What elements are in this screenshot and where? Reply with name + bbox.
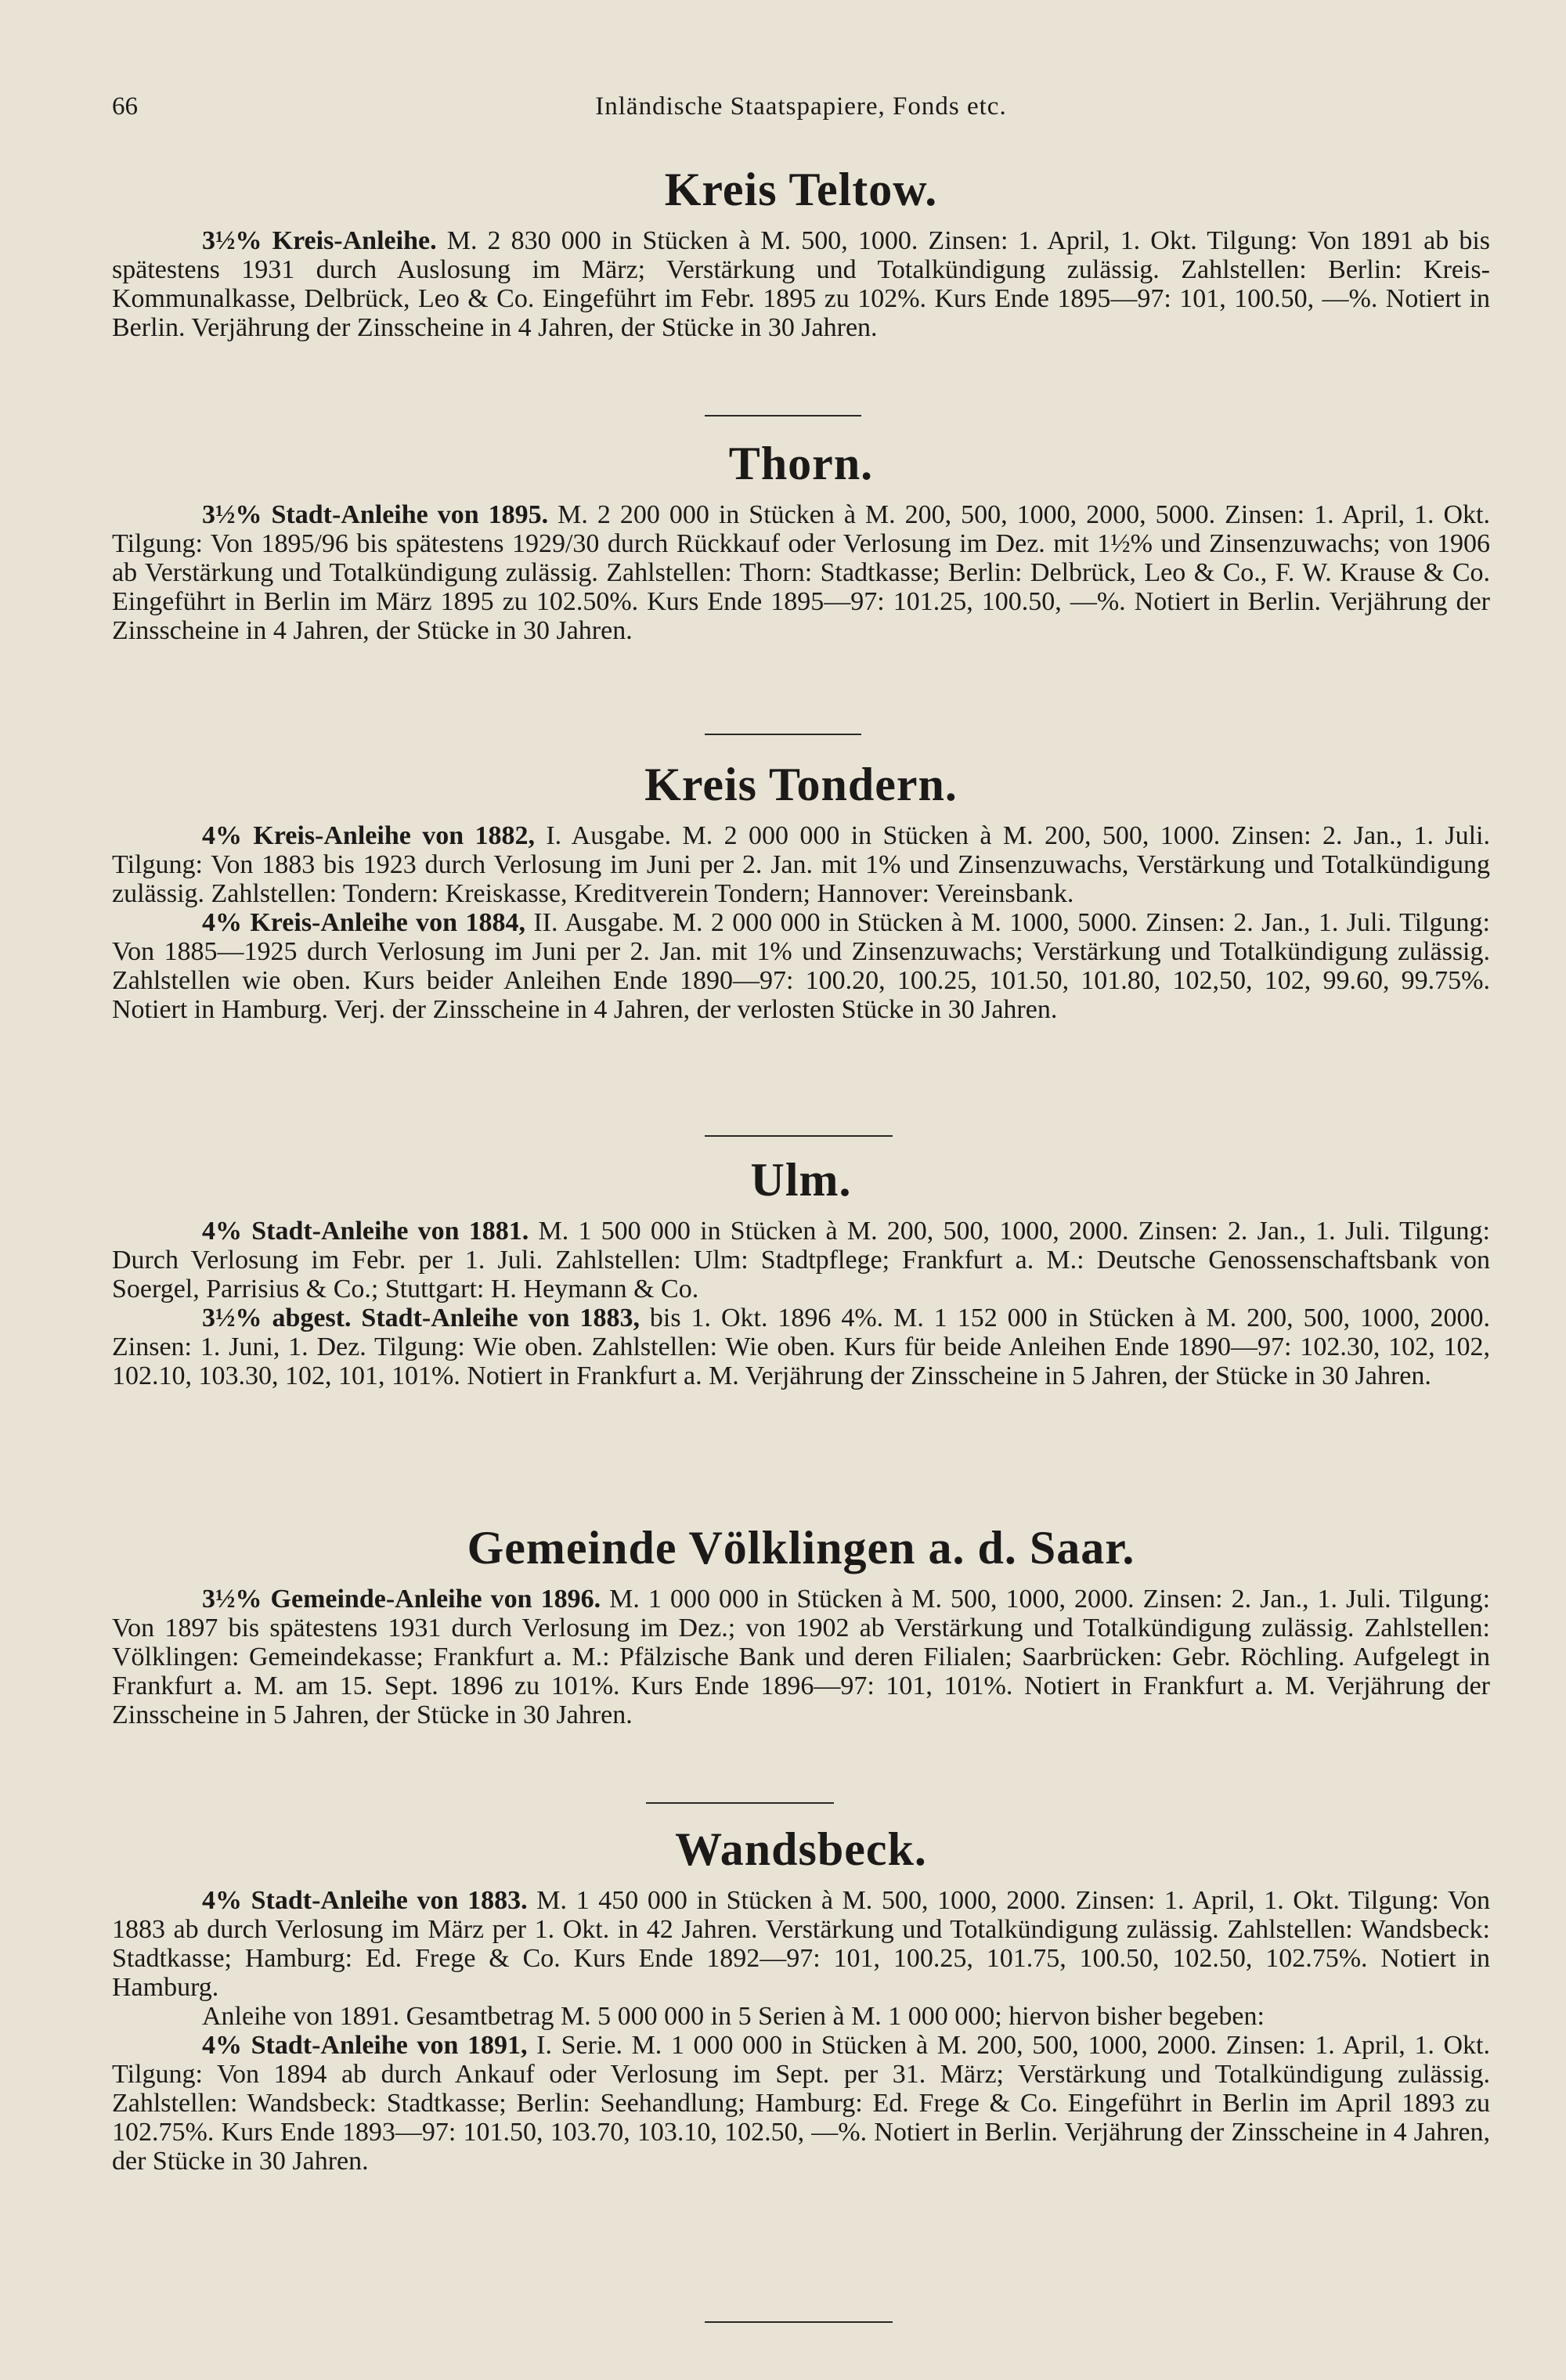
loan-name: 3½% Gemeinde-Anleihe von 1896. [202, 1585, 601, 1614]
loan-name: 3½% abgest. Stadt-Anleihe von 1883, [202, 1304, 640, 1332]
loan-details: M. 1 450 000 in Stücken à M. 500, 1000, 2000. Zinsen: 1. April, 1. Okt. Tilgung: Von 1883 ab durch Verlosung im März per 1. Okt. in 42 Jahren. Verstärkung und Totalkündigung zulässig. Zahlstellen: Wandsbeck: Stadtkasse; Hamburg: Ed. Frege & Co. Kurs Ende 1892—97: 101, 100.25, 101.75, 100.50, 102.50, 102.75%. Notiert in Hamburg. [112, 1886, 1490, 2002]
paragraph: Anleihe von 1891. Gesamtbetrag M. 5 000 000 in 5 Serien à M. 1 000 000; hiervon bisher begeben: [202, 2002, 1265, 2031]
loan-details: M. 1 000 000 in Stücken à M. 500, 1000, 2000. Zinsen: 2. Jan., 1. Juli. Tilgung: Von 1897 bis spätestens 1931 durch Verlosung im Dez.; von 1902 ab Verstärkung und Totalkündigung zulässig. Zahlstellen: Völklingen: Gemeindekasse; Frankfurt a. M.: Pfälzische Bank und deren Filialen; Saarbrücken: Gebr. Röchling. Aufgelegt in Frankfurt a. M. am 15. Sept. 1896 zu 101%. Kurs Ende 1896—97: 101, 101%. Notiert in Frankfurt a. M. Verjährung der Zinsscheine in 5 Jahren, der Stücke in 30 Jahren. [112, 1585, 1491, 1729]
loan-name: 4% Stadt-Anleihe von 1883. [202, 1886, 528, 1915]
running-title: Inländische Staatspapiere, Fonds etc. [595, 92, 1007, 121]
section-divider [705, 1135, 893, 1137]
section-kreis-tondern [112, 755, 1490, 1024]
section-title: Kreis Teltow. [664, 164, 938, 215]
paragraph [112, 1585, 1490, 1729]
loan-details: I. Ausgabe. M. 2 000 000 in Stücken à M. 200, 500, 1000. Zinsen: 2. Jan., 1. Juli. Tilgung: Von 1883 bis 1923 durch Verlosung im Juni per 2. Jan. mit 1% und Zinsenzuwachs, Verstärkung und Totalkündigung zulässig. Zahlstellen: Tondern: Kreiskasse, Kreditverein Tondern; Hannover: Vereinsbank. [112, 821, 1490, 908]
paragraph [112, 1886, 1490, 2002]
paragraph [112, 500, 1490, 645]
section-divider [705, 734, 861, 735]
loan-name: 4% Kreis-Anleihe von 1884, [202, 908, 525, 937]
loan-name: 4% Stadt-Anleihe von 1881. [202, 1217, 529, 1246]
section-ulm [112, 1151, 1490, 1390]
paragraph [112, 2031, 1490, 2176]
section-thorn [112, 435, 1490, 645]
loan-details: M. 2 200 000 in Stücken à M. 200, 500, 1000, 2000, 5000. Zinsen: 1. April, 1. Okt. Tilgung: Von 1895/96 bis spätestens 1929/30 durch Rückkauf oder Verlosung im Dez. mit 1½% und Zinsenzuwachs; von 1906 ab Verstärkung und Totalkündigung zulässig. Zahlstellen: Thorn: Stadtkasse; Berlin: Delbrück, Leo & Co., F. W. Krause & Co. Eingeführt in Berlin im März 1895 zu 102.50%. Kurs Ende 1895—97: 101.25, 100.50, —%. Notiert in Berlin. Verjährung der Zinsscheine in 4 Jahren, der Stücke in 30 Jahren. [112, 500, 1491, 645]
section-kreis-teltow [112, 160, 1490, 342]
section-divider [646, 1802, 834, 1804]
section-title: Thorn. [728, 438, 874, 489]
loan-name: 3½% Stadt-Anleihe von 1895. [202, 500, 549, 529]
section-gemeinde-voelklingen [112, 1519, 1490, 1729]
section-wandsbeck [112, 1820, 1490, 2176]
loan-name: 4% Kreis-Anleihe von 1882, [202, 821, 535, 850]
paragraph [112, 1304, 1490, 1390]
loan-name: 4% Stadt-Anleihe von 1891, [202, 2031, 528, 2060]
section-title: Gemeinde Völklingen a. d. Saar. [467, 1522, 1135, 1574]
paragraph [112, 1217, 1490, 1304]
paragraph [112, 908, 1490, 1024]
loan-details: M. 1 500 000 in Stücken à M. 200, 500, 1000, 2000. Zinsen: 2. Jan., 1. Juli. Tilgung: Durch Verlosung im Febr. per 1. Juli. Zahlstellen: Ulm: Stadtpflege; Frankfurt a. M.: Deutsche Genossenschaftsbank von Soergel, Parrisius & Co.; Stuttgart: H. Heymann & Co. [112, 1217, 1490, 1304]
paragraph [112, 226, 1490, 342]
section-title: Wandsbeck. [675, 1823, 927, 1875]
loan-details: II. Ausgabe. M. 2 000 000 in Stücken à M. 1000, 5000. Zinsen: 2. Jan., 1. Juli. Tilgung: Von 1885—1925 durch Verlosung im Juni per 2. Jan. mit 1% und Zinsenzuwachs; Verstärkung und Totalkündigung zulässig. Zahlstellen wie oben. Kurs beider Anleihen Ende 1890—97: 100.20, 100.25, 101.50, 101.80, 102,50, 102, 99.60, 99.75%. Notiert in Hamburg. Verj. der Zinsscheine in 4 Jahren, der verlosten Stücke in 30 Jahren. [112, 908, 1491, 1024]
loan-name: 3½% Kreis-Anleihe. [202, 226, 437, 255]
loan-details: bis 1. Okt. 1896 4%. M. 1 152 000 in Stücken à M. 200, 500, 1000, 2000. Zinsen: 1. Juni, 1. Dez. Tilgung: Wie oben. Zahlstellen: Wie oben. Kurs für beide Anleihen Ende 1890—97: 102.30, 102, 102, 102.10, 103.30, 102, 101, 101%. Notiert in Frankfurt a. M. Verjährung der Zinsscheine in 5 Jahren, der Stücke in 30 Jahren. [112, 1304, 1490, 1390]
paragraph [112, 821, 1490, 908]
page-header [112, 92, 1490, 139]
page-number: 66 [112, 92, 138, 121]
section-title: Ulm. [750, 1154, 852, 1206]
section-divider [705, 415, 861, 416]
loan-details: M. 2 830 000 in Stücken à M. 500, 1000. Zinsen: 1. April, 1. Okt. Tilgung: Von 1891 ab bis spätestens 1931 durch Auslosung im März; Verstärkung und Totalkündigung zulässig. Zahlstellen: Berlin: Kreis-Kommunalkasse, Delbrück, Leo & Co. Eingeführt im Febr. 1895 zu 102%. Kurs Ende 1895—97: 101, 100.50, —%. Notiert in Berlin. Verjährung der Zinsscheine in 4 Jahren, der Stücke in 30 Jahren. [112, 226, 1490, 342]
loan-details: I. Serie. M. 1 000 000 in Stücken à M. 200, 500, 1000, 2000. Zinsen: 1. April, 1. Okt. Tilgung: Von 1894 ab durch Ankauf oder Verlosung im Sept. per 31. März; Verstärkung und Totalkündigung zulässig. Zahlstellen: Wandsbeck: Stadtkasse; Berlin: Seehandlung; Hamburg: Ed. Frege & Co. Eingeführt in Berlin im April 1893 zu 102.75%. Kurs Ende 1893—97: 101.50, 103.70, 103.10, 102.50, —%. Notiert in Berlin. Verjährung der Zinsscheine in 4 Jahren, der Stücke in 30 Jahren. [112, 2031, 1490, 2176]
section-title: Kreis Tondern. [644, 759, 958, 810]
section-divider [705, 2321, 893, 2323]
